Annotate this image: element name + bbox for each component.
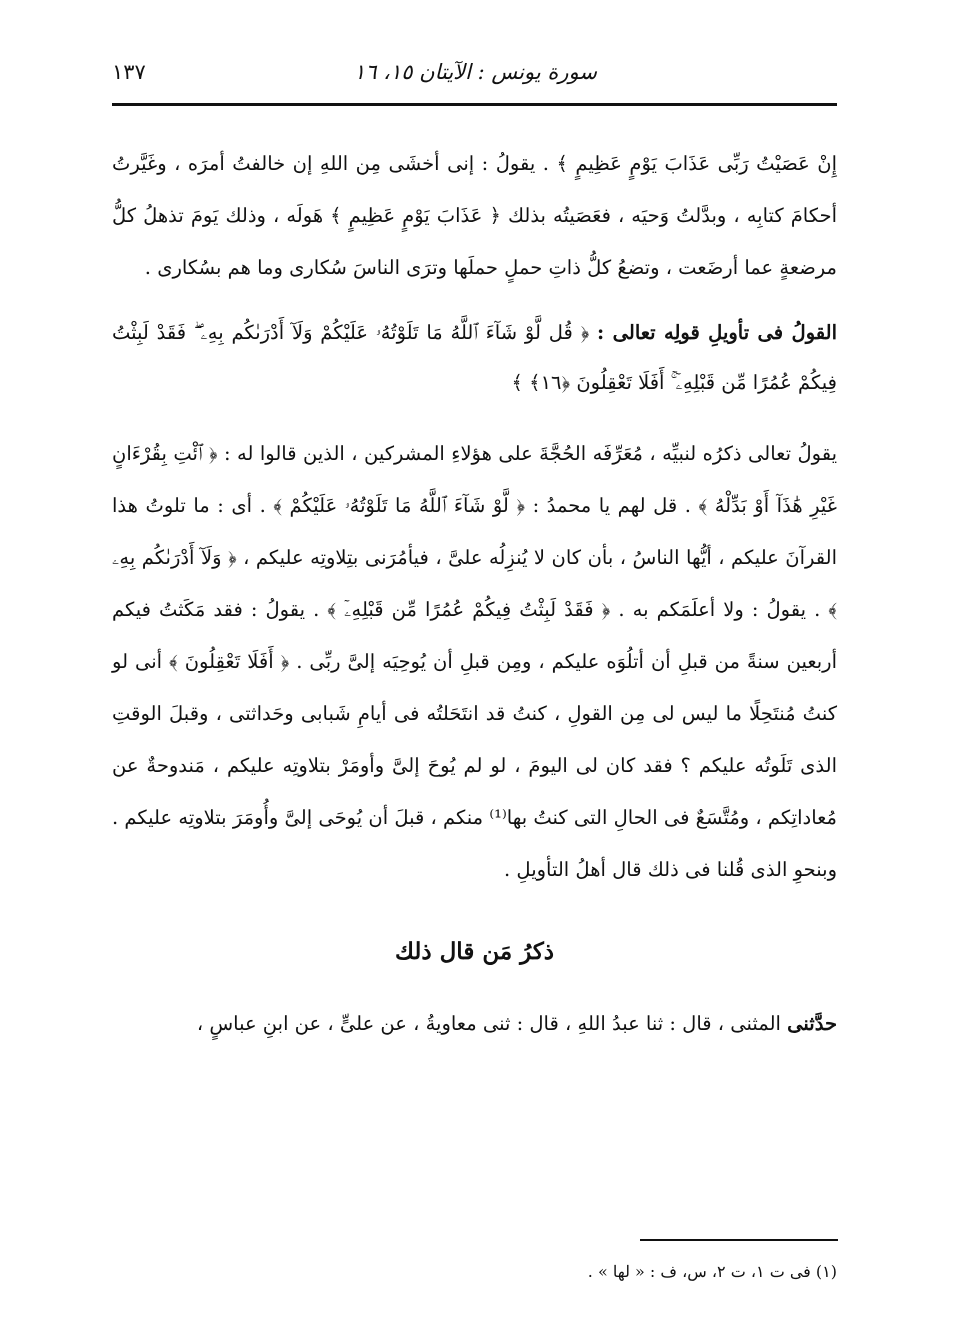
verse-heading-lead: القولُ فى تأويلِ قولِه تعالى : [597, 321, 837, 344]
verse-heading-quran: ﴿ قُل لَّوْ شَآءَ ٱللَّهُ مَا تَلَوْتُهُۥ عَلَيْكُمْ وَلَآ أَدْرَىٰكُم بِهِۦ ۖ فَقَدْ لَبِثْتُ فِيكُمْ عُمُرًا مِّن قَبْلِهِۦٓ ۚ أَفَلَا تَعْقِلُونَ ﴿١٦﴾ ﴾ [112, 321, 837, 394]
isnad-paragraph [112, 998, 837, 1050]
section-heading: ذكرُ مَن قال ذلك [394, 938, 555, 965]
isnad-chain: المثنى ، قال : ثنا عبدُ اللهِ ، قال : ثنى معاويةُ ، عن علىٍّ ، عن ابنِ عباسٍ ، [196, 1012, 788, 1035]
running-title: سورة يونس : الآيتان ١٥، ١٦ [353, 60, 597, 84]
header-rule [112, 103, 837, 106]
isnad-lead: حدَّثنى [787, 1012, 837, 1035]
footnote-rule [640, 1239, 838, 1241]
commentary-paragraph: يقولُ تعالى ذكرُه لنبيِّه ، مُعَرِّفَه الحُجَّةَ على هؤلاءِ المشركين ، الذين قالوا له : ﴿ ٱئْتِ بِقُرْءَانٍ غَيْرِ هَٰذَآ أَوْ بَدِّلْهُ ﴾ . قل لهم يا محمدُ : ﴿ لَّوْ شَآءَ ٱللَّهُ مَا تَلَوْتُهُۥ عَلَيْكُمْ ﴾ . أى : ما تلوتُ هذا القرآنَ عليكم ، أيُّها الناسُ ، بأن كان لا يُنزِلُه علىَّ ، فيأمُرَنى بتِلاوتِه عليكم ، ﴿ وَلَآ أَدْرَىٰكُم بِهِۦ ﴾ . يقولُ : ولا أعلَمَكم به . ﴿ فَقَدْ لَبِثْتُ فِيكُمْ عُمُرًا مِّن قَبْلِهِۦٓ ﴾ . يقولُ : فقد مَكَثتُ فيكم أربعين سنةً من قبلِ أن أتلُوَه عليكم ، ومِن قبلِ أن يُوحِيَه إلىَّ ربِّى . ﴿ أَفَلَا تَعْقِلُونَ ﴾ أنى لو كنتُ مُنتَحِلًا ما ليس لى مِن القولِ ، كنتُ قد انتَحَلتُه فى أيامِ شَبابى وحَداثتى ، وقبلَ الوقتِ الذى تَلَوتُه عليكم ؟ فقد كان لى اليومَ ، لو لم يُوحَ إلىَّ وأومَرْ بتلاوتِه عليكم ، مَندوحةٌ عن مُعاداتِكم ، ومُتَّسَعٌ فى الحالِ التى كنتُ بها⁽¹⁾ منكم ، قبلَ أن يُوحَى إلىَّ وأُومَرَ بتلاوتِه عليكم . وبنحوِ الذى قُلنا فى ذلك قال أهلُ التأويلِ . [112, 442, 837, 881]
verse-heading-paragraph [112, 308, 837, 408]
main-text [112, 138, 837, 1050]
page-header [112, 58, 837, 98]
paragraph-tafsir-verse-15: إِنْ عَصَيْتُ رَبِّى عَذَابَ يَوْمٍ عَظِيمٍ ﴾ . يقولُ : إنى أخشَى مِن اللهِ إن خالفتُ أمرَه ، وغَيَّرتُ أحكامَ كتابِه ، وبدَّلتُ وَحيَه ، فعَصَيتُه بذلك ﴿ عَذَابَ يَوْمٍ عَظِيمٍ ﴾ هَولَه ، وذلك يَومَ تذهلُ كلُّ مرضعةٍ عما أرضَعت ، وتضعُ كلُّ ذاتِ حملٍ حملَها وترَى الناسَ سُكارى وما هم بسُكارى . [112, 152, 837, 279]
page-number: ١٣٧ [112, 60, 146, 84]
footnote: (١) فى ت ١، ت ٢، س، ف : « لها » . [587, 1262, 837, 1281]
